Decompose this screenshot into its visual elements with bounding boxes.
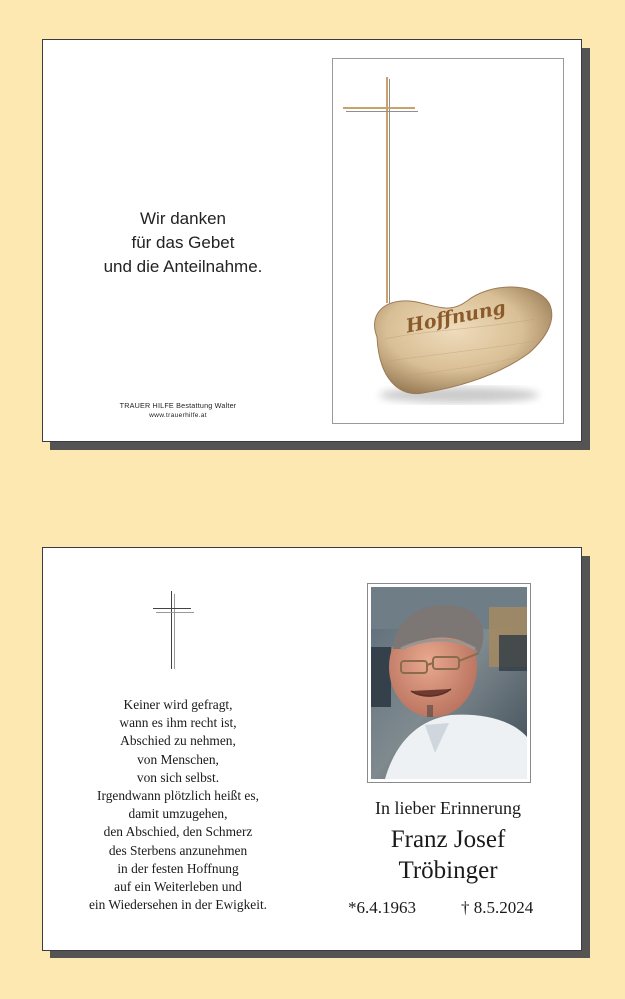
poem-line-12: ein Wiedersehen in der Ewigkeit. <box>88 897 268 913</box>
first-names: Franz Josef <box>390 826 506 853</box>
poem-line-5: von sich selbst. <box>136 769 220 785</box>
undertaker-imprint <box>73 401 283 420</box>
thanks-line-2: für das Gebet <box>131 233 235 252</box>
thin-cross-icon <box>153 591 199 671</box>
poem-line-10: in der festen Hoffnung <box>117 860 239 876</box>
death-date: † 8.5.2024 <box>461 898 534 917</box>
poem-line-2: wann es ihm recht ist, <box>119 715 237 731</box>
poem-line-6: Irgendwann plötzlich heißt es, <box>97 788 259 804</box>
card-front <box>42 39 582 442</box>
thanks-text <box>43 207 323 279</box>
undertaker-website: www.trauerhilfe.at <box>149 412 207 419</box>
birth-date: *6.4.1963 <box>348 898 416 917</box>
memory-heading: In lieber Erinnerung <box>375 798 521 818</box>
poem-line-11: auf ein Weiterleben und <box>114 879 242 895</box>
poem-line-4: von Menschen, <box>137 751 219 767</box>
thanks-line-1: Wir danken <box>140 209 226 228</box>
portrait-photo-frame <box>367 583 531 783</box>
thanks-line-3: und die Anteilnahme. <box>103 257 263 276</box>
poem-line-3: Abschied zu nehmen, <box>120 733 236 749</box>
poem <box>43 696 313 914</box>
poem-line-7: damit umzugehen, <box>128 806 228 822</box>
gold-cross-icon <box>343 77 423 307</box>
card-inside <box>42 547 582 951</box>
heart-stone-icon <box>359 279 559 407</box>
undertaker-name: TRAUER HILFE Bestattung Walter <box>119 401 237 410</box>
poem-line-1: Keiner wird gefragt, <box>123 697 233 712</box>
stone-inscription: Hoffnung <box>404 296 508 338</box>
surname: Tröbinger <box>398 857 498 884</box>
poem-line-8: den Abschied, den Schmerz <box>103 824 253 840</box>
poem-line-9: des Sterbens anzunehmen <box>108 842 248 858</box>
deceased-name <box>333 824 563 886</box>
hope-picture-frame <box>332 58 564 424</box>
portrait-photo <box>371 587 527 779</box>
